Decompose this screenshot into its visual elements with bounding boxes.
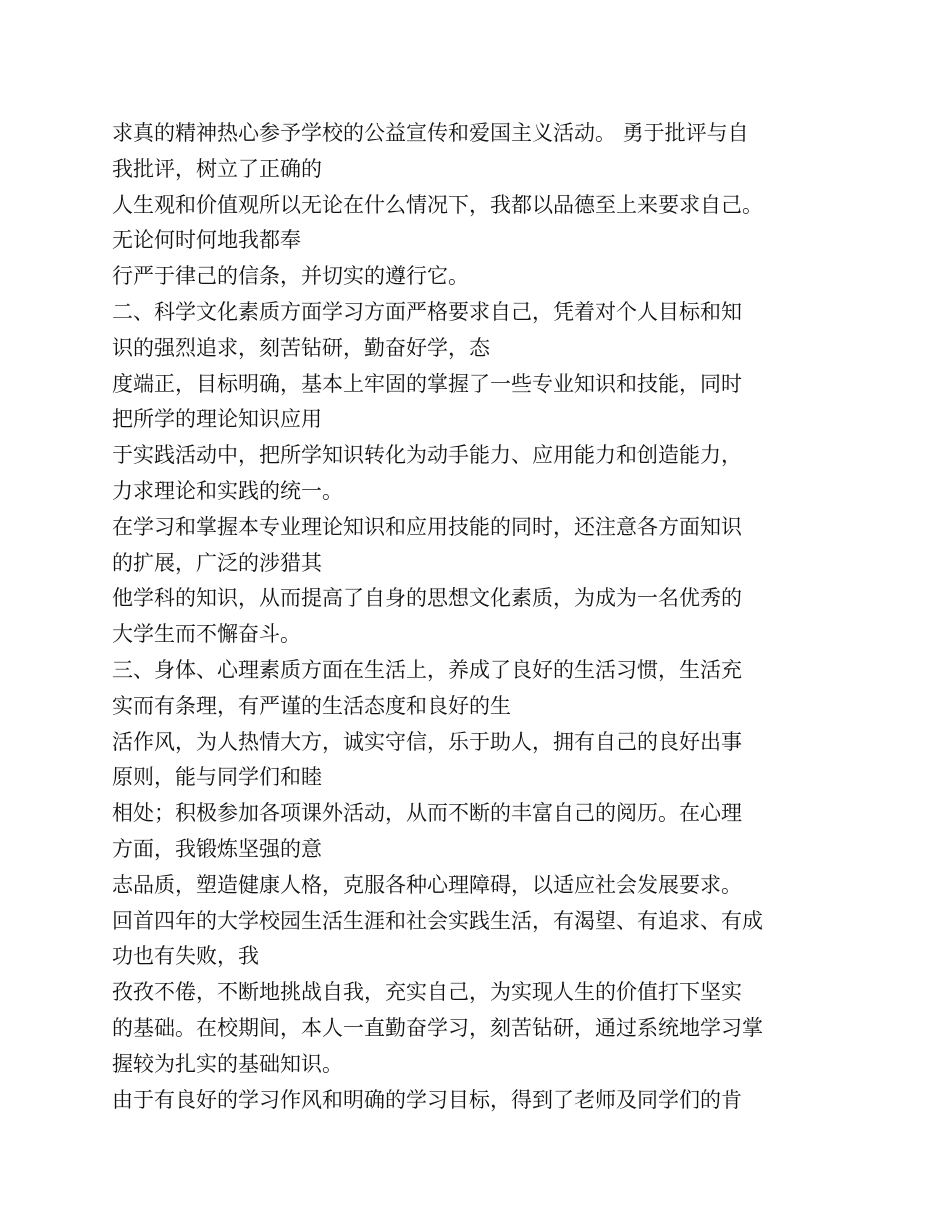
text-line: 行严于律己的信条，并切实的遵行它。 <box>112 264 469 289</box>
text-line: 志品质，塑造健康人格，克服各种心理障碍，以适应社会发展要求。 <box>112 872 742 897</box>
text-line: 大学生而不懈奋斗。 <box>112 622 301 647</box>
text-line: 在学习和掌握本专业理论知识和应用技能的同时，还注意各方面知识 <box>112 514 742 539</box>
text-line: 识的强烈追求，刻苦钻研，勤奋好学，态 <box>112 335 490 360</box>
text-line: 力求理论和实践的统一。 <box>112 478 343 503</box>
text-line: 的扩展，广泛的涉猎其 <box>112 550 322 575</box>
text-line: 把所学的理论知识应用 <box>112 407 322 432</box>
text-line: 孜孜不倦，不断地挑战自我，充实自己，为实现人生的价值打下坚实 <box>112 980 742 1005</box>
text-line: 无论何时何地我都奉 <box>112 228 301 253</box>
text-line: 求真的精神热心参予学校的公益宣传和爱国主义活动。 勇于批评与自 <box>112 121 749 145</box>
text-line: 于实践活动中，把所学知识转化为动手能力、应用能力和创造能力， <box>112 443 742 468</box>
text-line: 我批评，树立了正确的 <box>112 156 322 181</box>
text-line: 实而有条理，有严谨的生活态度和良好的生 <box>112 693 511 718</box>
text-line: 功也有失败，我 <box>112 944 259 969</box>
text-line: 方面，我锻炼坚强的意 <box>112 836 322 861</box>
text-line: 相处；积极参加各项课外活动，从而不断的丰富自己的阅历。在心理 <box>112 801 742 826</box>
text-line: 由于有良好的学习作风和明确的学习目标，得到了老师及同学们的肯 <box>112 1087 742 1112</box>
text-line: 活作风，为人热情大方，诚实守信，乐于助人，拥有自己的良好出事 <box>112 729 742 754</box>
text-line: 的基础。在校期间，本人一直勤奋学习，刻苦钻研，通过系统地学习掌 <box>112 1015 763 1040</box>
text-line: 二、科学文化素质方面学习方面严格要求自己，凭着对个人目标和知 <box>112 299 742 324</box>
document-body <box>112 116 832 1118</box>
text-line: 人生观和价值观所以无论在什么情况下，我都以品德至上来要求自己。 <box>112 192 763 217</box>
text-line: 三、身体、心理素质方面在生活上，养成了良好的生活习惯，生活充 <box>112 657 742 682</box>
text-line: 握较为扎实的基础知识。 <box>112 1051 343 1076</box>
text-line: 度端正，目标明确，基本上牢固的掌握了一些专业知识和技能，同时 <box>112 371 742 396</box>
text-line: 回首四年的大学校园生活生涯和社会实践生活，有渴望、有追求、有成 <box>112 908 763 933</box>
text-line: 原则，能与同学们和睦 <box>112 765 322 790</box>
text-line: 他学科的知识，从而提高了自身的思想文化素质，为成为一名优秀的 <box>112 586 742 611</box>
